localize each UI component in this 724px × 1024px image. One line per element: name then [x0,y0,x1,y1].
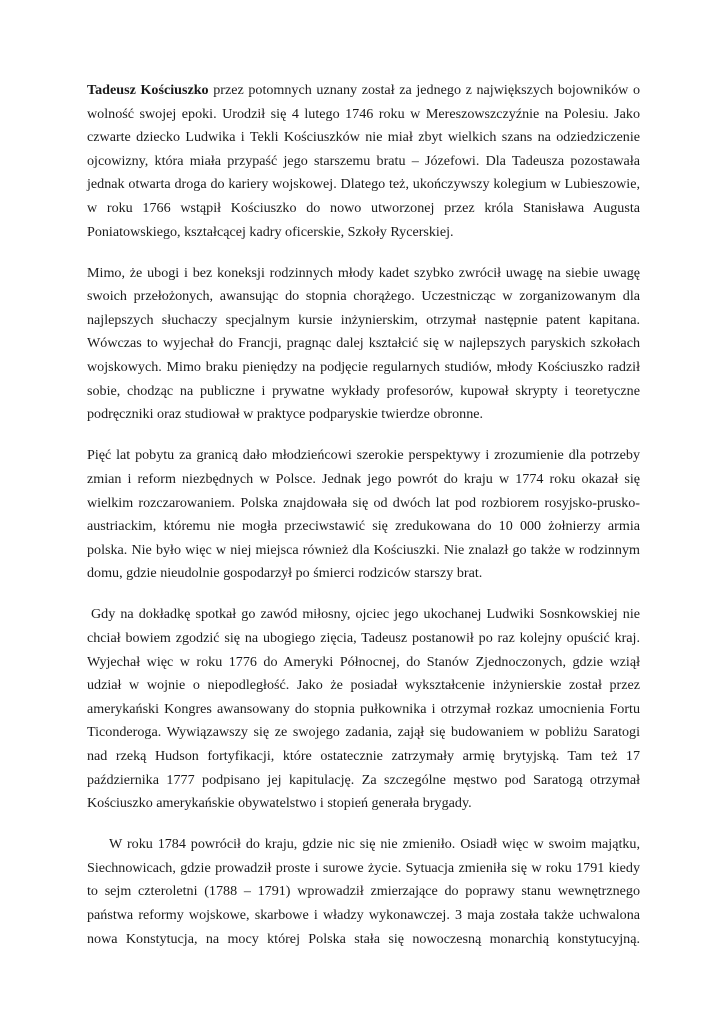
paragraph-2 [87,262,640,427]
paragraph-1-lead-name: Tadeusz Kościuszko [87,82,209,98]
paragraph-2-text: Mimo, że ubogi i bez koneksji rodzinnych młody kadet szybko zwrócił uwagę na siebie uwagę swoich przełożonych, awansując do stopnia chorążego. Uczestnicząc w zorganizowanym dla najlepszych słuchaczy specjalnym kursie inżynierskim, otrzymał następnie patent kapitana. Wówczas to wyjechał do Francji, pragnąc dalej kształcić się w najlepszych paryskich szkołach wojskowych. Mimo braku pieniędzy na podjęcie regularnych studiów, młody Kościuszko radził sobie, chodząc na publiczne i prywatne wykłady profesorów, kupował skrypty i teoretyczne podręczniki oraz studiował w praktyce podparyskie twierdze obronne. [87,264,640,423]
paragraph-1 [87,79,640,244]
paragraph-4 [87,603,640,815]
document-body [87,79,640,969]
paragraph-5-text: W roku 1784 powrócił do kraju, gdzie nic się nie zmieniło. Osiadł więc w swoim majątku, Siechnowicach, gdzie prowadził proste i surowe życie. Sytuacja zmieniła się w roku 1791 kiedy to sejm czteroletni (1788 – 1791) wprowadził zmierzające do poprawy stanu wewnętrznego państwa reformy wojskowe, skarbowe i władzy wykonawczej. 3 maja została także uchwalona nowa Konstytucja, na mocy której Polska stała się nowoczesną monarchią konstytucyjną. [87,836,640,947]
paragraph-3 [87,444,640,586]
paragraph-3-text: Pięć lat pobytu za granicą dało młodzieńcowi szerokie perspektywy i zrozumienie dla potrzeby zmian i reform niezbędnych w Polsce. Jednak jego powrót do kraju w 1774 roku okazał się wielkim rozczarowaniem. Polska znajdowała się od dwóch lat pod rozbiorem rosyjsko-prusko-austriackim, któremu nie mogła przeciwstawić się zredukowana do 10 000 żołnierzy armia polska. Nie było więc w niej miejsca również dla Kościuszki. Nie znalazł go także w rodzinnym domu, gdzie nieudolnie gospodarzył po śmierci rodziców starszy brat. [87,447,640,582]
paragraph-4-text: Gdy na dokładkę spotkał go zawód miłosny, ojciec jego ukochanej Ludwiki Sosnkowskiej nie chciał bowiem zgodzić się na ubogiego zięcia, Tadeusz postanowił po raz kolejny opuścić kraj. Wyjechał więc w roku 1776 do Ameryki Północnej, do Stanów Zjednoczonych, gdzie wziął udział w wojnie o niepodległość. Jako że posiadał wykształcenie inżynierskie został przez amerykański Kongres awansowany do stopnia pułkownika i otrzymał rozkaz umocnienia Fortu Ticonderoga. Wywiązawszy się ze swojego zadania, zajął się budowaniem w pobliżu Saratogi nad rzeką Hudson fortyfikacji, które ostatecznie zatrzymały armię brytyjską. Tam też 17 października 1777 podpisano jej kapitulację. Za szczególne męstwo pod Saratogą otrzymał Kościuszko amerykańskie obywatelstwo i stopień generała brygady. [87,606,640,812]
paragraph-1-text: przez potomnych uznany został za jednego z największych bojowników o wolność swojej epoki. Urodził się 4 lutego 1746 roku w Mereszowszczyźnie na Polesiu. Jako czwarte dziecko Ludwika i Tekli Kościuszków nie miał zbyt wielkich szans na odziedziczenie ojcowizny, która miała przypaść jego starszemu bratu – Józefowi. Dla Tadeusza pozostawała jednak otwarta droga do kariery wojskowej. Dlatego też, ukończywszy kolegium w Lubieszowie, w roku 1766 wstąpił Kościuszko do nowo utworzonej przez króla Stanisława Augusta Poniatowskiego, kształcącej kadry oficerskie, Szkoły Rycerskiej. [87,82,640,240]
paragraph-5 [87,833,640,951]
